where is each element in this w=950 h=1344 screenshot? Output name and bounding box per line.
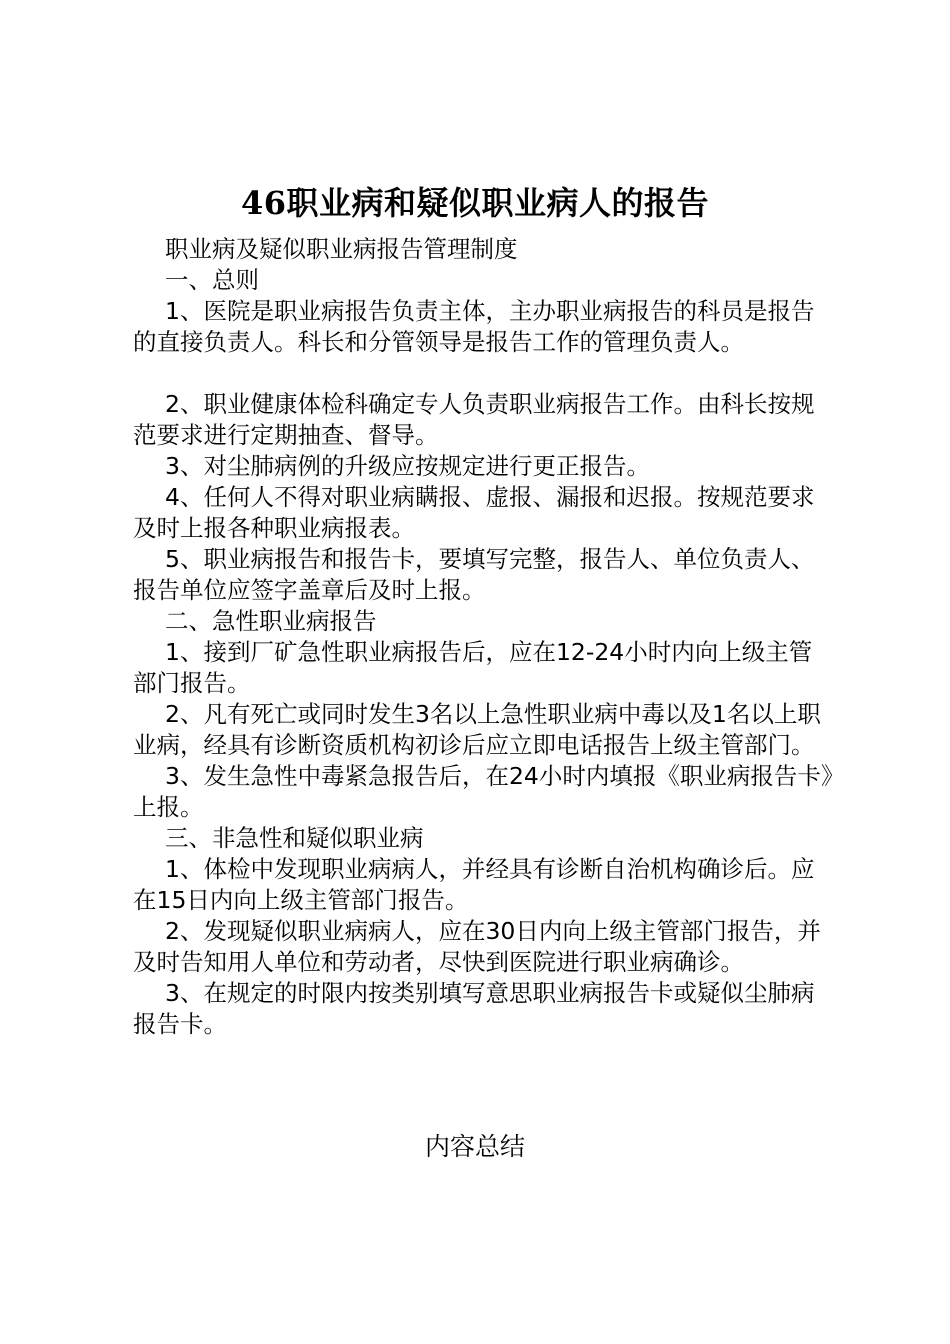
paragraph: 2、职业健康体检科确定专人负责职业病报告工作。由科长按规范要求进行定期抽查、督导。 [133,390,815,449]
paragraph: 4、任何人不得对职业病瞒报、虚报、漏报和迟报。按规范要求及时上报各种职业病报表。 [133,483,815,542]
section-heading-general: 一、总则 [165,266,259,294]
paragraph: 3、对尘肺病例的升级应按规定进行更正报告。 [165,452,650,480]
section-heading-acute: 二、急性职业病报告 [165,607,377,635]
paragraph: 1、接到厂矿急性职业病报告后，应在12-24小时内向上级主管部门报告。 [133,638,813,697]
paragraph: 5、职业病报告和报告卡，要填写完整，报告人、单位负责人、报告单位应签字盖章后及时上报。 [133,545,815,604]
paragraph: 2、凡有死亡或同时发生3名以上急性职业病中毒以及1名以上职业病，经具有诊断资质机构初诊后应立即电话报告上级主管部门。 [133,700,821,759]
summary-heading: 内容总结 [424,1132,525,1161]
regulation-name: 职业病及疑似职业病报告管理制度 [165,235,518,263]
paragraph: 1、医院是职业病报告负责主体，主办职业病报告的科员是报告的直接负责人。科长和分管领导是报告工作的管理负责人。 [133,297,815,356]
section-heading-non-acute: 三、非急性和疑似职业病 [165,824,424,852]
paragraph: 3、发生急性中毒紧急报告后，在24小时内填报《职业病报告卡》上报。 [133,762,833,821]
paragraph: 3、在规定的时限内按类别填写意思职业病报告卡或疑似尘肺病报告卡。 [133,979,815,1038]
document-body [133,234,833,1040]
paragraph: 2、发现疑似职业病病人，应在30日内向上级主管部门报告，并及时告知用人单位和劳动者，尽快到医院进行职业病确诊。 [133,917,821,976]
paragraph: 1、体检中发现职业病病人，并经具有诊断自治机构确诊后。应在15日内向上级主管部门报告。 [133,855,815,914]
document-title: 46职业病和疑似职业病人的报告 [240,184,710,222]
